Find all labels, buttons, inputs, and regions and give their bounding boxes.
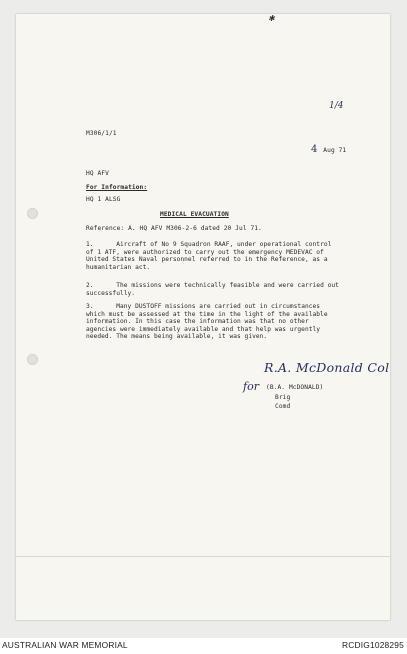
date-month-year: Aug 71 xyxy=(323,147,347,154)
paragraph-3-number: 3. xyxy=(86,303,94,310)
document-subject: MEDICAL EVACUATION xyxy=(160,211,229,218)
paragraph-1 xyxy=(86,241,342,271)
paragraph-3-text: Many DUSTOFF missions are carried out in circumstances which must be assessed at the time in the light of the available information. In this case the information was that no other agencies were immediately available and that help was urgently needed. The means being available, it was given. xyxy=(86,303,328,341)
paragraph-2-text: The missions were technically feasible and were carried out successfully. xyxy=(86,282,339,297)
for-information-label: For Information: xyxy=(86,184,148,191)
signatory-name: (B.A. McDONALD) xyxy=(266,384,324,391)
punch-hole-top xyxy=(27,208,38,219)
date-day: 4 xyxy=(311,144,318,155)
paragraph-2-number: 2. xyxy=(86,282,94,289)
signature-for-initial: for xyxy=(243,380,259,393)
document-date xyxy=(313,146,346,155)
paragraph-1-number: 1. xyxy=(86,241,94,248)
reference-line: Reference: A. HQ AFV M306-2-6 dated 20 Jul 71. xyxy=(86,225,262,232)
corner-folio-mark: 1/4 xyxy=(329,101,344,111)
page-top-mark: ✱ xyxy=(268,14,275,23)
footer-institution: AUSTRALIAN WAR MEMORIAL xyxy=(2,640,128,650)
handwritten-signature: R.A. McDonald Col xyxy=(264,360,390,375)
footer-catalogue-id: RCDIG1028295 xyxy=(342,640,404,650)
signatory-rank: Brig xyxy=(275,394,291,401)
file-reference: M306/1/1 xyxy=(86,130,117,137)
punch-hole-bottom xyxy=(27,354,38,365)
paragraph-1-text: Aircraft of No 9 Squadron RAAF, under operational control of 1 ATF, were authorized to carry out the emergency MEDEVAC of United States Naval personnel referred to in the Reference, as a humanitarian act. xyxy=(86,241,332,271)
signatory-appointment: Comd xyxy=(275,403,291,410)
addressee-to: HQ AFV xyxy=(86,170,109,177)
paragraph-2 xyxy=(86,282,342,297)
page-fold-line xyxy=(16,556,390,557)
paragraph-3 xyxy=(86,303,342,341)
addressee-info: HQ 1 ALSG xyxy=(86,196,121,203)
